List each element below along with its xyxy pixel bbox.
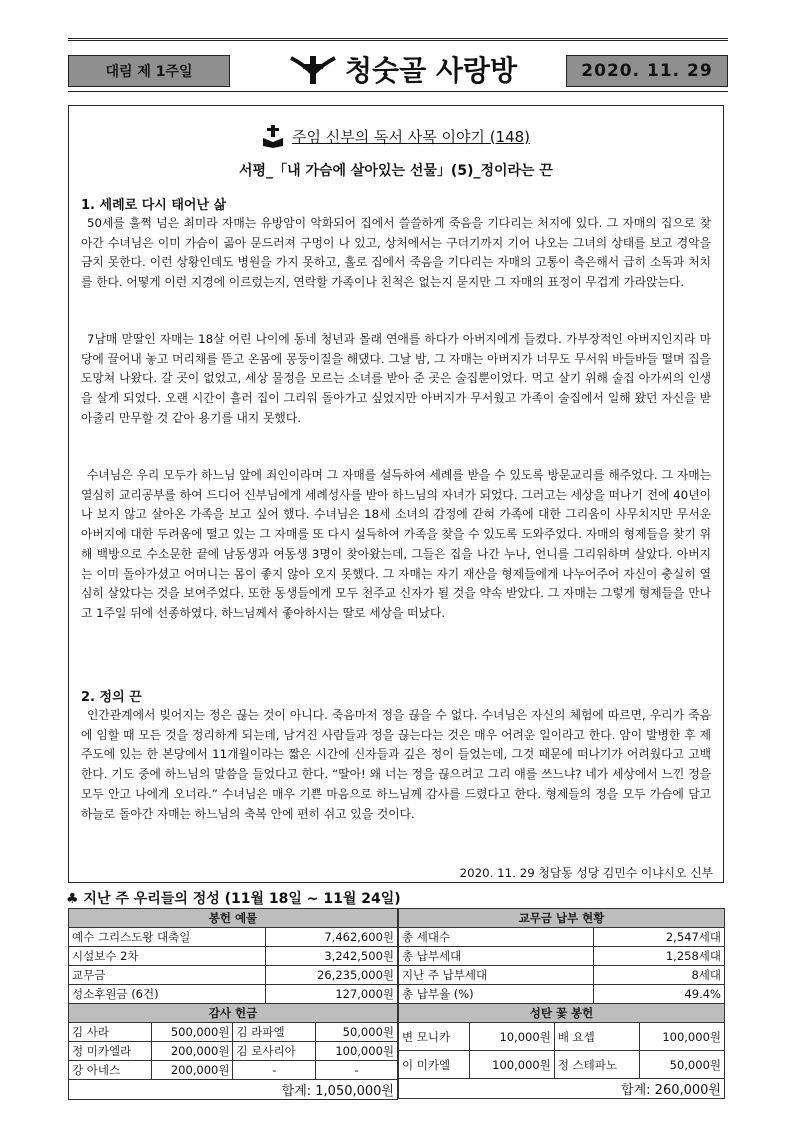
series-title-text: 주임 신부의 독서 사목 이야기 (148): [291, 127, 531, 146]
bulletin-title-text: 청숫골 사랑방: [344, 54, 518, 87]
article-subtitle: 서평_「내 가슴에 살아있는 선물」(5)_정이라는 끈: [239, 163, 553, 179]
paragraph: 7남매 맏딸인 자매는 18살 어린 나이에 동네 청년과 몰래 연애를 하다가 아버지에게 들켰다. 가부장적인 아버지인지라 마당에 끌어내 놓고 머리채를 뜯고 온몸에 몽둥이질을 해댔다. 그날 밤, 그 자매는 아버지가 너무도 무서워 바들바들 떨며 집을 도망쳐 나왔다. 갈 곳이 없었고, 세상 물정을 모르는 소녀를 받아 준 곳은 술집뿐이었다. 먹고 살기 위해 술집 아가씨의 인생을 살게 되었다. 오랜 시간이 흘러 집이 그리워 돌아가고 싶었지만 아버지가 무서웠고 가족이 술집에서 일해 왔던 자신을 받아줄리 만무할 것 같아 용기를 내지 못했다.: [81, 332, 711, 425]
signature: 2020. 11. 29 청담동 성당 김민수 이냐시오 신부: [459, 866, 713, 880]
table-row: 이 미카엘 100,000원 정 스테파노 50,000원: [399, 1051, 725, 1079]
flowers-table: [398, 1003, 725, 1099]
table-row: 교무금 26,235,000원: [69, 966, 398, 985]
paragraph: 수녀님은 우리 모두가 하느님 앞에 죄인이라며 그 자매를 설득하여 세례를 받을 수 있도록 방문교리를 해주었다. 그 자매는 열심히 교리공부를 하여 드디어 신부님에게 세례성사를 받아 하느님의 자녀가 되었다. 그러고는 세상을 떠나기 전에 40년이나 보지 않고 살아온 가족을 보고 싶어 했다. 수녀님은 18세 소녀의 감정에 갇혀 가족에 대한 그리움이 사무치지만 무서운 아버지에 대한 두려움에 떨고 있는 그 자매를 또 다시 설득하여 가족을 찾을 수 있도록 도와주었다. 자매의 형제들을 찾기 위해 백방으로 수소문한 끝에 남동생과 여동생 3명이 찾아왔는데, 그들은 집을 나간 누나, 언니를 그리워하며 살았다. 아버지는 이미 돌아가셨고 어머니는 몸이 좋지 않아 오지 못했다. 그 자매는 자기 재산을 형제들에게 나누어주어 자신이 충실히 열심히 살았다는 것을 보여주었다. 또한 동생들에게 모두 천주교 신자가 될 것을 약속 받았다. 그 자매는 그렇게 형제들을 만나고 1주일 뒤에 선종하였다. 하느님께서 좋아하시는 딸로 세상을 떠났다.: [81, 468, 711, 620]
table-row: 성소후원금 (6건) 127,000원: [69, 985, 398, 1004]
table-row: 예수 그리스도왕 대축일 7,462,600원: [69, 928, 398, 947]
table-row: 총 세대수 2,547세대: [399, 928, 725, 947]
bulletin-title: [268, 49, 538, 89]
section-heading: 1. 세례로 다시 태어난 삶: [81, 198, 227, 213]
series-title: [69, 124, 723, 148]
offering-summary-title: ♣ 지난 주 우리들의 정성 (11월 18일 ~ 11월 24일): [66, 891, 401, 907]
paragraph: 50세를 훌쩍 넘은 최미라 자매는 유방암이 악화되어 집에서 쓸쓸하게 죽음을 기다리는 처지에 있다. 그 자매의 집으로 찾아간 수녀님은 이미 가슴이 곪아 문드러져 구멍이 나 있고, 상처에서는 구더기까지 기어 나오는 그녀의 상태를 보고 경악을 금치 못한다. 이런 상황인데도 병원을 가지 못하고, 홀로 집에서 죽음을 기다리는 자매의 고통이 측은해서 급히 소독과 처치를 한다. 어떻게 이런 지경에 이르렀는지, 연락할 가족이나 친척은 없는지 묻지만 그 자매의 표정이 무겁게 가라앉는다.: [81, 216, 711, 290]
section-heading: 2. 정의 끈: [81, 690, 142, 705]
dues-header: 교무금 납부 현황: [399, 909, 725, 928]
parish-logo-icon: [289, 52, 337, 86]
table-row: 시설보수 2차 3,242,500원: [69, 947, 398, 966]
table-row: 강 아네스 200,000원 - -: [69, 1061, 398, 1080]
flowers-header: 성탄 꽃 봉헌: [399, 1004, 725, 1023]
table-row: 변 모니카 10,000원 배 요셉 100,000원: [399, 1023, 725, 1051]
paragraph: 인간관계에서 빚어지는 정은 끊는 것이 아니다. 죽음마저 정을 끊을 수 없다. 수녀님은 자신의 체험에 따르면, 우리가 죽음에 임할 때 모든 것을 정리하게 되는데, 남겨진 사람들과 정을 끊는다는 것은 매우 어려운 일이라고 한다. 암이 발병한 후 제주도에 있는 한 본당에서 11개월이라는 짧은 시간에 신자들과 깊은 정이 들었는데, 그것 때문에 떠나기가 어려웠다고 고백한다. 기도 중에 하느님의 말씀을 들었다고 한다. “딸아! 왜 너는 정을 끊으려고 그리 애를 쓰느냐? 네가 세상에서 느낀 정을 모두 안고 나에게 오너라.” 수녀님은 매우 기쁜 마음으로 하느님께 감사를 드렸다고 한다. 형제들의 정을 모두 가슴에 담고 하늘로 돌아간 자매는 하느님의 축복 안에 편히 쉬고 있을 것이다.: [81, 708, 711, 821]
liturgical-week: 대림 제 1주일: [68, 55, 230, 87]
thanks-total: 합계: 1,050,000원: [69, 1080, 398, 1100]
dues-table: [398, 908, 725, 1004]
table-row: 지난 주 납부세대 8세대: [399, 966, 725, 985]
article-box: [68, 105, 724, 883]
table-row: 총 납부세대 1,258세대: [399, 947, 725, 966]
book-cross-icon: [262, 124, 284, 148]
bulletin-date: 2020. 11. 29: [566, 55, 728, 87]
table-row: 정 미카엘라 200,000원 김 로사리아 100,000원: [69, 1042, 398, 1061]
offering-table: [68, 908, 398, 1004]
table-row: 총 납부율 (%) 49.4%: [399, 985, 725, 1004]
thanks-table: [68, 1003, 398, 1100]
offering-header: 봉헌 예물: [69, 909, 398, 928]
table-row: 김 사라 500,000원 김 라파엘 50,000원: [69, 1023, 398, 1042]
thanks-header: 감사 헌금: [69, 1004, 398, 1023]
flowers-total: 합계: 260,000원: [399, 1079, 725, 1099]
bulletin-header: [68, 38, 728, 92]
